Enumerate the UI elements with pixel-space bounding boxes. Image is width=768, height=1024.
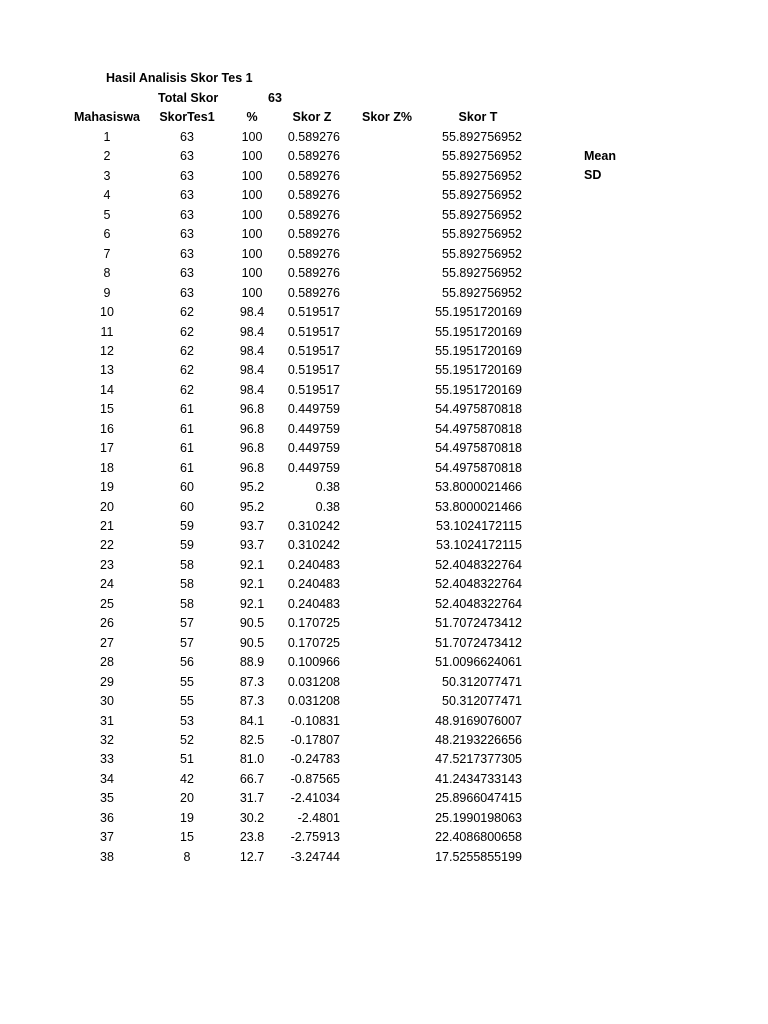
table-row [0,692,768,711]
cell-mahasiswa: 2 [103,149,111,164]
cell-skor: 62 [180,363,194,378]
cell-skor: 53 [180,713,194,728]
cell-skor: 58 [180,596,194,611]
cell-mahasiswa: 7 [103,246,111,261]
cell-mahasiswa: 31 [100,713,114,728]
table-row [0,186,768,205]
cell-skor-z: 0.031208 [287,694,340,709]
cell-mahasiswa: 13 [100,363,114,378]
cell-skor: 19 [180,810,194,825]
cell-skor-t: 55.892756952 [442,246,522,261]
table-row [0,147,768,166]
cell-skor-t: 54.4975870818 [435,402,522,417]
cell-mahasiswa: 19 [100,480,114,495]
cell-pct: 95.2 [239,480,265,495]
cell-skor-z: 0.310242 [287,538,340,553]
cell-mahasiswa: 4 [103,188,111,203]
cell-mahasiswa: 32 [100,732,114,747]
label-mean: Mean [584,149,616,163]
cell-skor: 63 [180,246,194,261]
total-skor-value: 63 [268,91,282,105]
header-skor-z: Skor Z [292,110,332,124]
table-row [0,556,768,575]
header-skor-z-pct: Skor Z% [361,110,412,124]
table-row [0,517,768,536]
cell-pct: 100 [241,188,263,203]
cell-skor: 58 [180,577,194,592]
cell-mahasiswa: 8 [103,266,111,281]
cell-skor: 42 [180,771,194,786]
cell-skor: 57 [180,635,194,650]
cell-skor-z: 0.449759 [287,460,340,475]
cell-pct: 96.8 [239,421,265,436]
cell-mahasiswa: 29 [100,674,114,689]
table-row [0,459,768,478]
cell-skor: 58 [180,557,194,572]
cell-skor: 55 [180,694,194,709]
cell-skor: 62 [180,324,194,339]
cell-mahasiswa: 1 [103,130,111,144]
table-row [0,809,768,828]
cell-pct: 30.2 [239,810,265,825]
cell-pct: 66.7 [239,771,265,786]
cell-skor-t: 55.1951720169 [435,343,522,358]
cell-skor-z: 0.240483 [287,596,340,611]
cell-skor: 61 [180,421,194,436]
cell-skor-z: -2.75913 [290,830,340,845]
table-row [0,264,768,283]
table-row [0,731,768,750]
cell-pct: 100 [241,285,263,300]
cell-skor-t: 52.4048322764 [435,577,522,592]
cell-pct: 88.9 [239,655,265,670]
cell-skor-t: 55.892756952 [442,168,522,183]
cell-skor-z: 0.519517 [287,343,340,358]
cell-skor-z: 0.449759 [287,421,340,436]
cell-pct: 96.8 [239,441,265,456]
cell-pct: 100 [241,149,263,164]
cell-pct: 96.8 [239,402,265,417]
cell-mahasiswa: 5 [103,207,111,222]
cell-skor-t: 22.4086800658 [435,830,522,845]
cell-skor-z: -0.87565 [290,771,340,786]
cell-skor: 59 [180,519,194,533]
cell-mahasiswa: 28 [100,655,114,670]
cell-skor: 61 [180,441,194,456]
cell-skor: 63 [180,227,194,242]
cell-pct: 31.7 [239,791,265,806]
cell-skor-z: 0.519517 [287,324,340,339]
cell-skor-z: 0.589276 [287,149,340,164]
cell-skor: 62 [180,382,194,397]
cell-skor-t: 25.1990198063 [435,810,522,825]
cell-skor-t: 55.1951720169 [435,382,522,397]
table-row [0,614,768,633]
table-row [0,478,768,497]
cell-mahasiswa: 15 [100,402,114,417]
table-row [0,361,768,380]
table-row [0,536,768,555]
cell-mahasiswa: 25 [100,596,114,611]
cell-skor: 63 [180,130,194,144]
cell-skor-t: 51.0096624061 [435,655,522,670]
table-row [0,439,768,458]
cell-skor-z: 0.589276 [287,227,340,242]
cell-skor: 52 [180,732,194,747]
cell-mahasiswa: 24 [100,577,114,592]
cell-skor-t: 55.1951720169 [435,324,522,339]
table-row [0,770,768,789]
cell-pct: 98.4 [239,382,265,397]
cell-skor-t: 48.9169076007 [435,713,522,728]
cell-skor-z: -2.4801 [297,810,340,825]
cell-mahasiswa: 33 [100,752,114,767]
cell-skor-z: 0.38 [315,480,340,495]
cell-skor-z: 0.310242 [287,519,340,533]
cell-pct: 81.0 [239,752,265,767]
cell-skor-z: 0.170725 [287,635,340,650]
cell-skor: 51 [180,752,194,767]
cell-mahasiswa: 18 [100,460,114,475]
cell-skor-t: 55.892756952 [442,149,522,164]
table-row [0,673,768,692]
table-row [0,575,768,594]
cell-skor-z: 0.589276 [287,168,340,183]
cell-pct: 93.7 [239,519,265,533]
table-row [0,750,768,769]
cell-pct: 82.5 [239,732,265,747]
table-row [0,712,768,731]
cell-skor: 63 [180,285,194,300]
cell-skor-z: 0.031208 [287,674,340,689]
cell-pct: 87.3 [239,694,265,709]
table-row [0,498,768,517]
cell-skor-t: 48.2193226656 [435,732,522,747]
cell-mahasiswa: 27 [100,635,114,650]
cell-skor-z: -3.24744 [290,849,340,864]
cell-pct: 100 [241,168,263,183]
cell-mahasiswa: 17 [100,441,114,456]
cell-mahasiswa: 23 [100,557,114,572]
cell-mahasiswa: 3 [103,168,111,183]
cell-pct: 93.7 [239,538,265,553]
cell-skor-z: 0.519517 [287,363,340,378]
cell-skor-t: 41.2434733143 [435,771,522,786]
cell-pct: 23.8 [239,830,265,845]
cell-skor-t: 52.4048322764 [435,596,522,611]
cell-mahasiswa: 30 [100,694,114,709]
table-row [0,653,768,672]
cell-skor-z: 0.589276 [287,246,340,261]
cell-skor: 63 [180,188,194,203]
cell-pct: 100 [241,266,263,281]
cell-mahasiswa: 20 [100,499,114,514]
cell-pct: 100 [241,227,263,242]
cell-skor-z: 0.589276 [287,285,340,300]
sheet-title: Hasil Analisis Skor Tes 1 [106,71,253,85]
cell-pct: 90.5 [239,616,265,631]
header-skor-t: Skor T [458,110,498,124]
cell-mahasiswa: 38 [100,849,114,864]
cell-skor-z: 0.38 [315,499,340,514]
table-row [0,595,768,614]
cell-skor-t: 53.1024172115 [436,519,522,533]
cell-pct: 98.4 [239,343,265,358]
cell-skor-z: 0.449759 [287,402,340,417]
cell-pct: 100 [241,246,263,261]
cell-skor-t: 25.8966047415 [435,791,522,806]
total-skor-label: Total Skor [158,91,219,105]
cell-skor: 61 [180,402,194,417]
cell-skor-z: 0.589276 [287,188,340,203]
cell-mahasiswa: 12 [100,343,114,358]
cell-pct: 92.1 [239,557,265,572]
cell-skor-t: 55.892756952 [442,266,522,281]
table-row [0,284,768,303]
cell-skor: 60 [180,480,194,495]
cell-skor-z: -0.17807 [290,732,340,747]
cell-pct: 90.5 [239,635,265,650]
table-row [0,225,768,244]
cell-skor-t: 53.1024172115 [436,538,522,553]
label-sd: SD [584,168,602,182]
cell-skor-t: 50.312077471 [442,674,522,689]
cell-skor-t: 54.4975870818 [435,421,522,436]
cell-skor-z: 0.449759 [287,441,340,456]
table-row [0,167,768,186]
cell-mahasiswa: 35 [100,791,114,806]
cell-skor-t: 52.4048322764 [435,557,522,572]
cell-skor: 62 [180,305,194,320]
cell-pct: 100 [241,130,263,144]
header-skor: SkorTes1 [159,110,215,124]
table-row [0,323,768,342]
cell-skor: 62 [180,343,194,358]
cell-skor: 63 [180,266,194,281]
cell-skor-z: 0.240483 [287,577,340,592]
cell-skor-t: 51.7072473412 [435,635,522,650]
cell-skor-t: 53.8000021466 [435,499,522,514]
cell-mahasiswa: 34 [100,771,114,786]
cell-skor: 63 [180,149,194,164]
cell-mahasiswa: 11 [100,324,114,339]
cell-pct: 98.4 [239,305,265,320]
table-row [0,828,768,847]
cell-pct: 87.3 [239,674,265,689]
cell-skor-z: 0.589276 [287,266,340,281]
cell-skor-t: 55.892756952 [442,227,522,242]
table-row [0,420,768,439]
cell-skor-t: 55.892756952 [442,207,522,222]
cell-skor-t: 55.892756952 [442,130,522,144]
header-mahasiswa: Mahasiswa [73,110,140,124]
cell-skor-t: 50.312077471 [442,694,522,709]
cell-pct: 92.1 [239,577,265,592]
cell-skor-z: 0.100966 [287,655,340,670]
cell-skor: 60 [180,499,194,514]
cell-pct: 95.2 [239,499,265,514]
cell-skor-t: 51.7072473412 [435,616,522,631]
cell-pct: 98.4 [239,324,265,339]
table-row [0,634,768,653]
cell-skor-t: 47.5217377305 [435,752,522,767]
table-row [0,400,768,419]
cell-skor-t: 54.4975870818 [435,460,522,475]
cell-skor: 61 [180,460,194,475]
cell-skor: 15 [180,830,194,845]
table-row [0,381,768,400]
table-row [0,128,768,147]
cell-mahasiswa: 6 [103,227,111,242]
table-row [0,789,768,808]
cell-mahasiswa: 14 [100,382,114,397]
cell-skor-t: 17.5255855199 [435,849,522,864]
cell-mahasiswa: 9 [103,285,111,300]
cell-pct: 100 [241,207,263,222]
table-row [0,342,768,361]
cell-skor: 8 [183,849,191,864]
cell-skor-t: 53.8000021466 [435,480,522,495]
cell-mahasiswa: 16 [100,421,114,436]
table-row [0,245,768,264]
table-row [0,206,768,225]
cell-mahasiswa: 36 [100,810,114,825]
cell-skor-t: 55.892756952 [442,285,522,300]
cell-skor-z: 0.519517 [287,305,340,320]
cell-pct: 12.7 [239,849,265,864]
cell-skor: 20 [180,791,194,806]
cell-skor: 56 [180,655,194,670]
cell-skor-z: -2.41034 [290,791,340,806]
cell-skor: 55 [180,674,194,689]
cell-mahasiswa: 21 [100,519,114,533]
cell-skor: 63 [180,168,194,183]
cell-skor: 59 [180,538,194,553]
cell-skor-z: -0.10831 [290,713,340,728]
cell-mahasiswa: 37 [100,830,114,845]
cell-pct: 98.4 [239,363,265,378]
cell-pct: 84.1 [239,713,265,728]
cell-skor-z: 0.170725 [287,616,340,631]
table-row [0,848,768,867]
cell-mahasiswa: 22 [100,538,114,553]
cell-skor-t: 55.1951720169 [435,305,522,320]
cell-skor-z: 0.519517 [287,382,340,397]
cell-skor: 57 [180,616,194,631]
cell-skor-z: 0.589276 [287,130,340,144]
cell-skor-t: 55.1951720169 [435,363,522,378]
cell-skor: 63 [180,207,194,222]
cell-skor-z: -0.24783 [290,752,340,767]
cell-skor-t: 54.4975870818 [435,441,522,456]
cell-mahasiswa: 10 [100,305,114,320]
cell-skor-z: 0.240483 [287,557,340,572]
table-row [0,303,768,322]
cell-skor-t: 55.892756952 [442,188,522,203]
cell-pct: 92.1 [239,596,265,611]
cell-skor-z: 0.589276 [287,207,340,222]
header-pct: % [246,110,258,124]
cell-pct: 96.8 [239,460,265,475]
cell-mahasiswa: 26 [100,616,114,631]
